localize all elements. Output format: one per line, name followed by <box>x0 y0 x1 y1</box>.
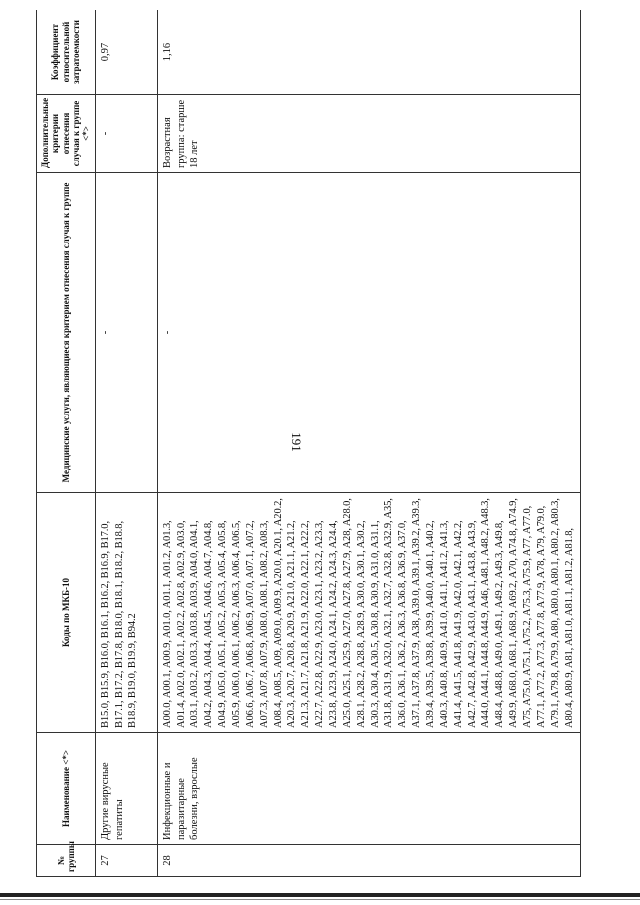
header-name: Наименование <*> <box>37 733 96 845</box>
page-number: 191 <box>288 432 304 452</box>
row-medical-services: - <box>95 173 157 493</box>
header-extra-criteria: Дополнительные критерии отнесения случая к группе <*> <box>37 95 96 173</box>
row-extra-criteria: Возрастная группа: старше 18 лет <box>157 95 580 173</box>
table-row <box>157 10 580 877</box>
row-extra-criteria: - <box>95 95 157 173</box>
row-group-number: 28 <box>157 845 580 877</box>
scan-edge-line <box>0 893 640 897</box>
icd-group-table <box>36 10 581 877</box>
scan-edge-line-secondary <box>0 899 640 900</box>
header-icd-codes: Коды по МКБ-10 <box>37 493 96 733</box>
rotated-page-container <box>36 10 614 877</box>
row-icd-codes: A00.0, A00.1, A00.9, A01.0, A01.1, A01.2, A01.3, A01.4, A02.0, A02.1, A02.2, A02.8, A02.9, A03.0, A03.1, A03.2, A03.3, A03.8, A03.9, A04.0, A04.1, A04.2, A04.3, A04.4, A04.5, A04.6, A04.7, A04.8, A04.9, A05.0, A05.1, A05.2, A05.3, A05.4, A05.8, A05.9, A06.0, A06.1, A06.2, A06.3, A06.4, A06.5, A06.6, A06.7, A06.8, A06.9, A07.0, A07.1, A07.2, A07.3, A07.8, A07.9, A08.0, A08.1, A08.2, A08.3, A08.4, A08.5, A09, A09.0, A09.9, A20.0, A20.1, A20.2, A20.3, A20.7, A20.8, A20.9, A21.0, A21.1, A21.2, A21.3, A21.7, A21.8, A21.9, A22.0, A22.1, A22.2, A22.7, A22.8, A22.9, A23.0, A23.1, A23.2, A23.3, A23.8, A23.9, A24.0, A24.1, A24.2, A24.3, A24.4, A25.0, A25.1, A25.9, A27.0, A27.8, A27.9, A28, A28.0, A28.1, A28.2, A28.8, A28.9, A30.0, A30.1, A30.2, A30.3, A30.4, A30.5, A30.8, A30.9, A31.0, A31.1, A31.8, A31.9, A32.0, A32.1, A32.7, A32.8, A32.9, A35, A36.0, A36.1, A36.2, A36.3, A36.8, A36.9, A37.0, A37.1, A37.8, A37.9, A38, A39.0, A39.1, A39.2, A39.3, A39.4, A39.5, A39.8, A39.9, A40.0, A40.1, A40.2, A40.3, A40.8, A40.9, A41.0, A41.1, A41.2, A41.3, A41.4, A41.5, A41.8, A41.9, A42.0, A42.1, A42.2, A42.7, A42.8, A42.9, A43.0, A43.1, A43.8, A43.9, A44.0, A44.1, A44.8, A44.9, A46, A48.1, A48.2, A48.3, A48.4, A48.8, A49.0, A49.1, A49.2, A49.3, A49.8, A49.9, A68.0, A68.1, A68.9, A69.2, A70, A74.8, A74.9, A75, A75.0, A75.1, A75.2, A75.3, A75.9, A77, A77.0, A77.1, A77.2, A77.3, A77.8, A77.9, A78, A79, A79.0, A79.1, A79.8, A79.9, A80, A80.0, A80.1, A80.2, A80.3, A80.4, A80.9, A81, A81.0, A81.1, A81.2, A81.8, <box>157 493 580 733</box>
header-cost-coefficient: Коэффициент относительной затратоемкости <box>37 10 96 95</box>
row-name: Инфекционные и паразитарные болезни, взрослые <box>157 733 580 845</box>
row-cost-coefficient: 1,16 <box>157 10 580 95</box>
rotated-table-frame <box>36 10 614 877</box>
row-name: Другие вирусные гепатиты <box>95 733 157 845</box>
row-icd-codes: B15.0, B15.9, B16.0, B16.1, B16.2, B16.9, B17.0, B17.1, B17.2, B17.8, B18.0, B18.1, B18.2, B18.8, B18.9, B19.0, B19.9, B94.2 <box>95 493 157 733</box>
table-header-row <box>37 10 96 877</box>
table-row <box>95 10 157 877</box>
row-group-number: 27 <box>95 845 157 877</box>
header-medical-services: Медицинские услуги, являющиеся критерием отнесения случая к группе <box>37 173 96 493</box>
header-group-number: № группы <box>37 845 96 877</box>
row-cost-coefficient: 0,97 <box>95 10 157 95</box>
row-medical-services: - <box>157 173 580 493</box>
